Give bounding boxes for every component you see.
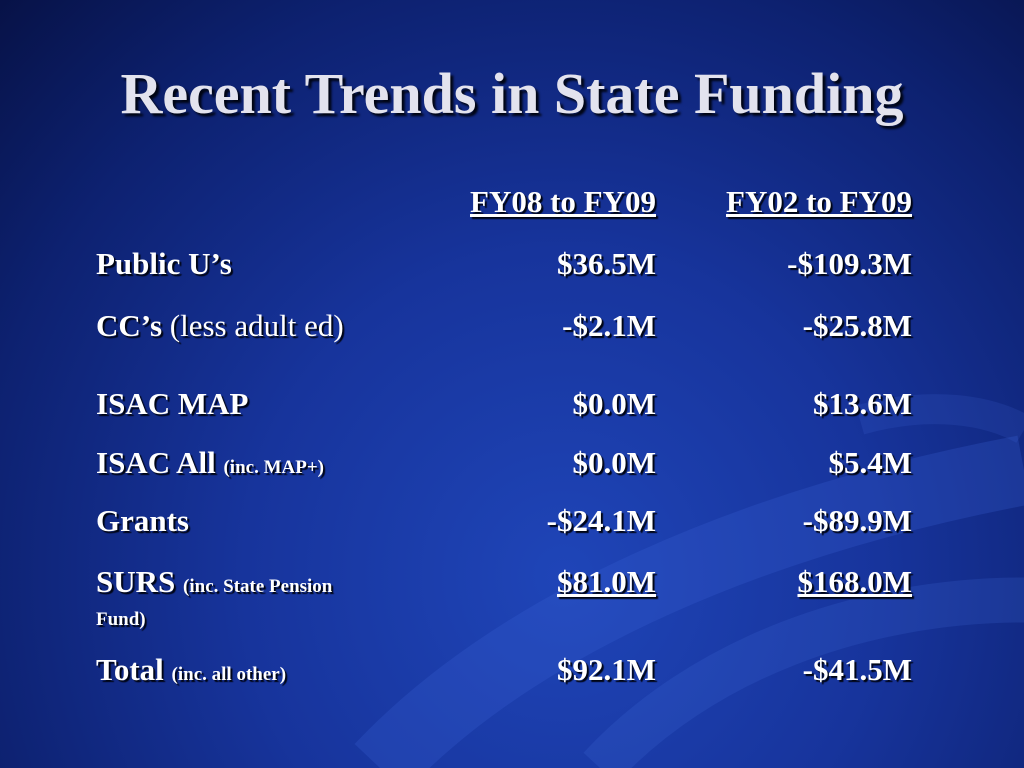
row-value-fy08-fy09: $0.0M <box>572 386 656 421</box>
row-label-text: CC’s <box>96 308 163 343</box>
row-value-fy08-fy09: -$24.1M <box>546 503 656 538</box>
row-value-fy08-fy09: $92.1M <box>556 652 656 687</box>
row-label-text: ISAC MAP <box>96 386 249 421</box>
row-label-ccs <box>96 308 344 344</box>
row-value-fy08-fy09: $36.5M <box>556 246 656 281</box>
row-label-note: (inc. MAP+) <box>223 457 325 478</box>
row-label-isac-map <box>96 386 248 422</box>
row-value-fy02-fy09: -$89.9M <box>802 503 912 538</box>
row-value-fy08-fy09: $0.0M <box>572 445 656 480</box>
row-value-fy02-fy09: $5.4M <box>828 445 912 480</box>
row-label-grants <box>96 503 189 539</box>
row-label-note: (less adult ed) <box>169 308 344 343</box>
row-label-surs <box>96 564 332 605</box>
row-value-fy02-fy09: -$41.5M <box>802 652 912 687</box>
row-label-total <box>96 652 286 693</box>
row-label-note: (inc. State Pension <box>183 576 333 597</box>
row-value-fy02-fy09: -$109.3M <box>787 246 912 281</box>
row-label-text: Total <box>96 652 164 687</box>
row-value-fy02-fy09: -$25.8M <box>802 308 912 343</box>
row-value-fy08-fy09: $81.0M <box>556 564 656 599</box>
row-label-text: SURS <box>96 564 176 599</box>
row-value-fy02-fy09: $168.0M <box>797 564 912 599</box>
slide-title: Recent Trends in State Funding <box>120 61 904 126</box>
row-label-text: ISAC All <box>96 445 216 480</box>
row-label-note: (inc. all other) <box>171 664 287 685</box>
column-header-fy02-fy09: FY02 to FY09 <box>726 184 912 219</box>
row-label-public-us <box>96 246 232 282</box>
row-label-note-continued: Fund) <box>96 609 146 630</box>
row-label-text: Grants <box>96 503 189 538</box>
column-header-fy08-fy09: FY08 to FY09 <box>470 184 656 219</box>
row-value-fy02-fy09: $13.6M <box>812 386 912 421</box>
row-value-fy08-fy09: -$2.1M <box>562 308 656 343</box>
row-label-text: Public U’s <box>96 246 232 281</box>
row-label-isac-all <box>96 445 324 486</box>
